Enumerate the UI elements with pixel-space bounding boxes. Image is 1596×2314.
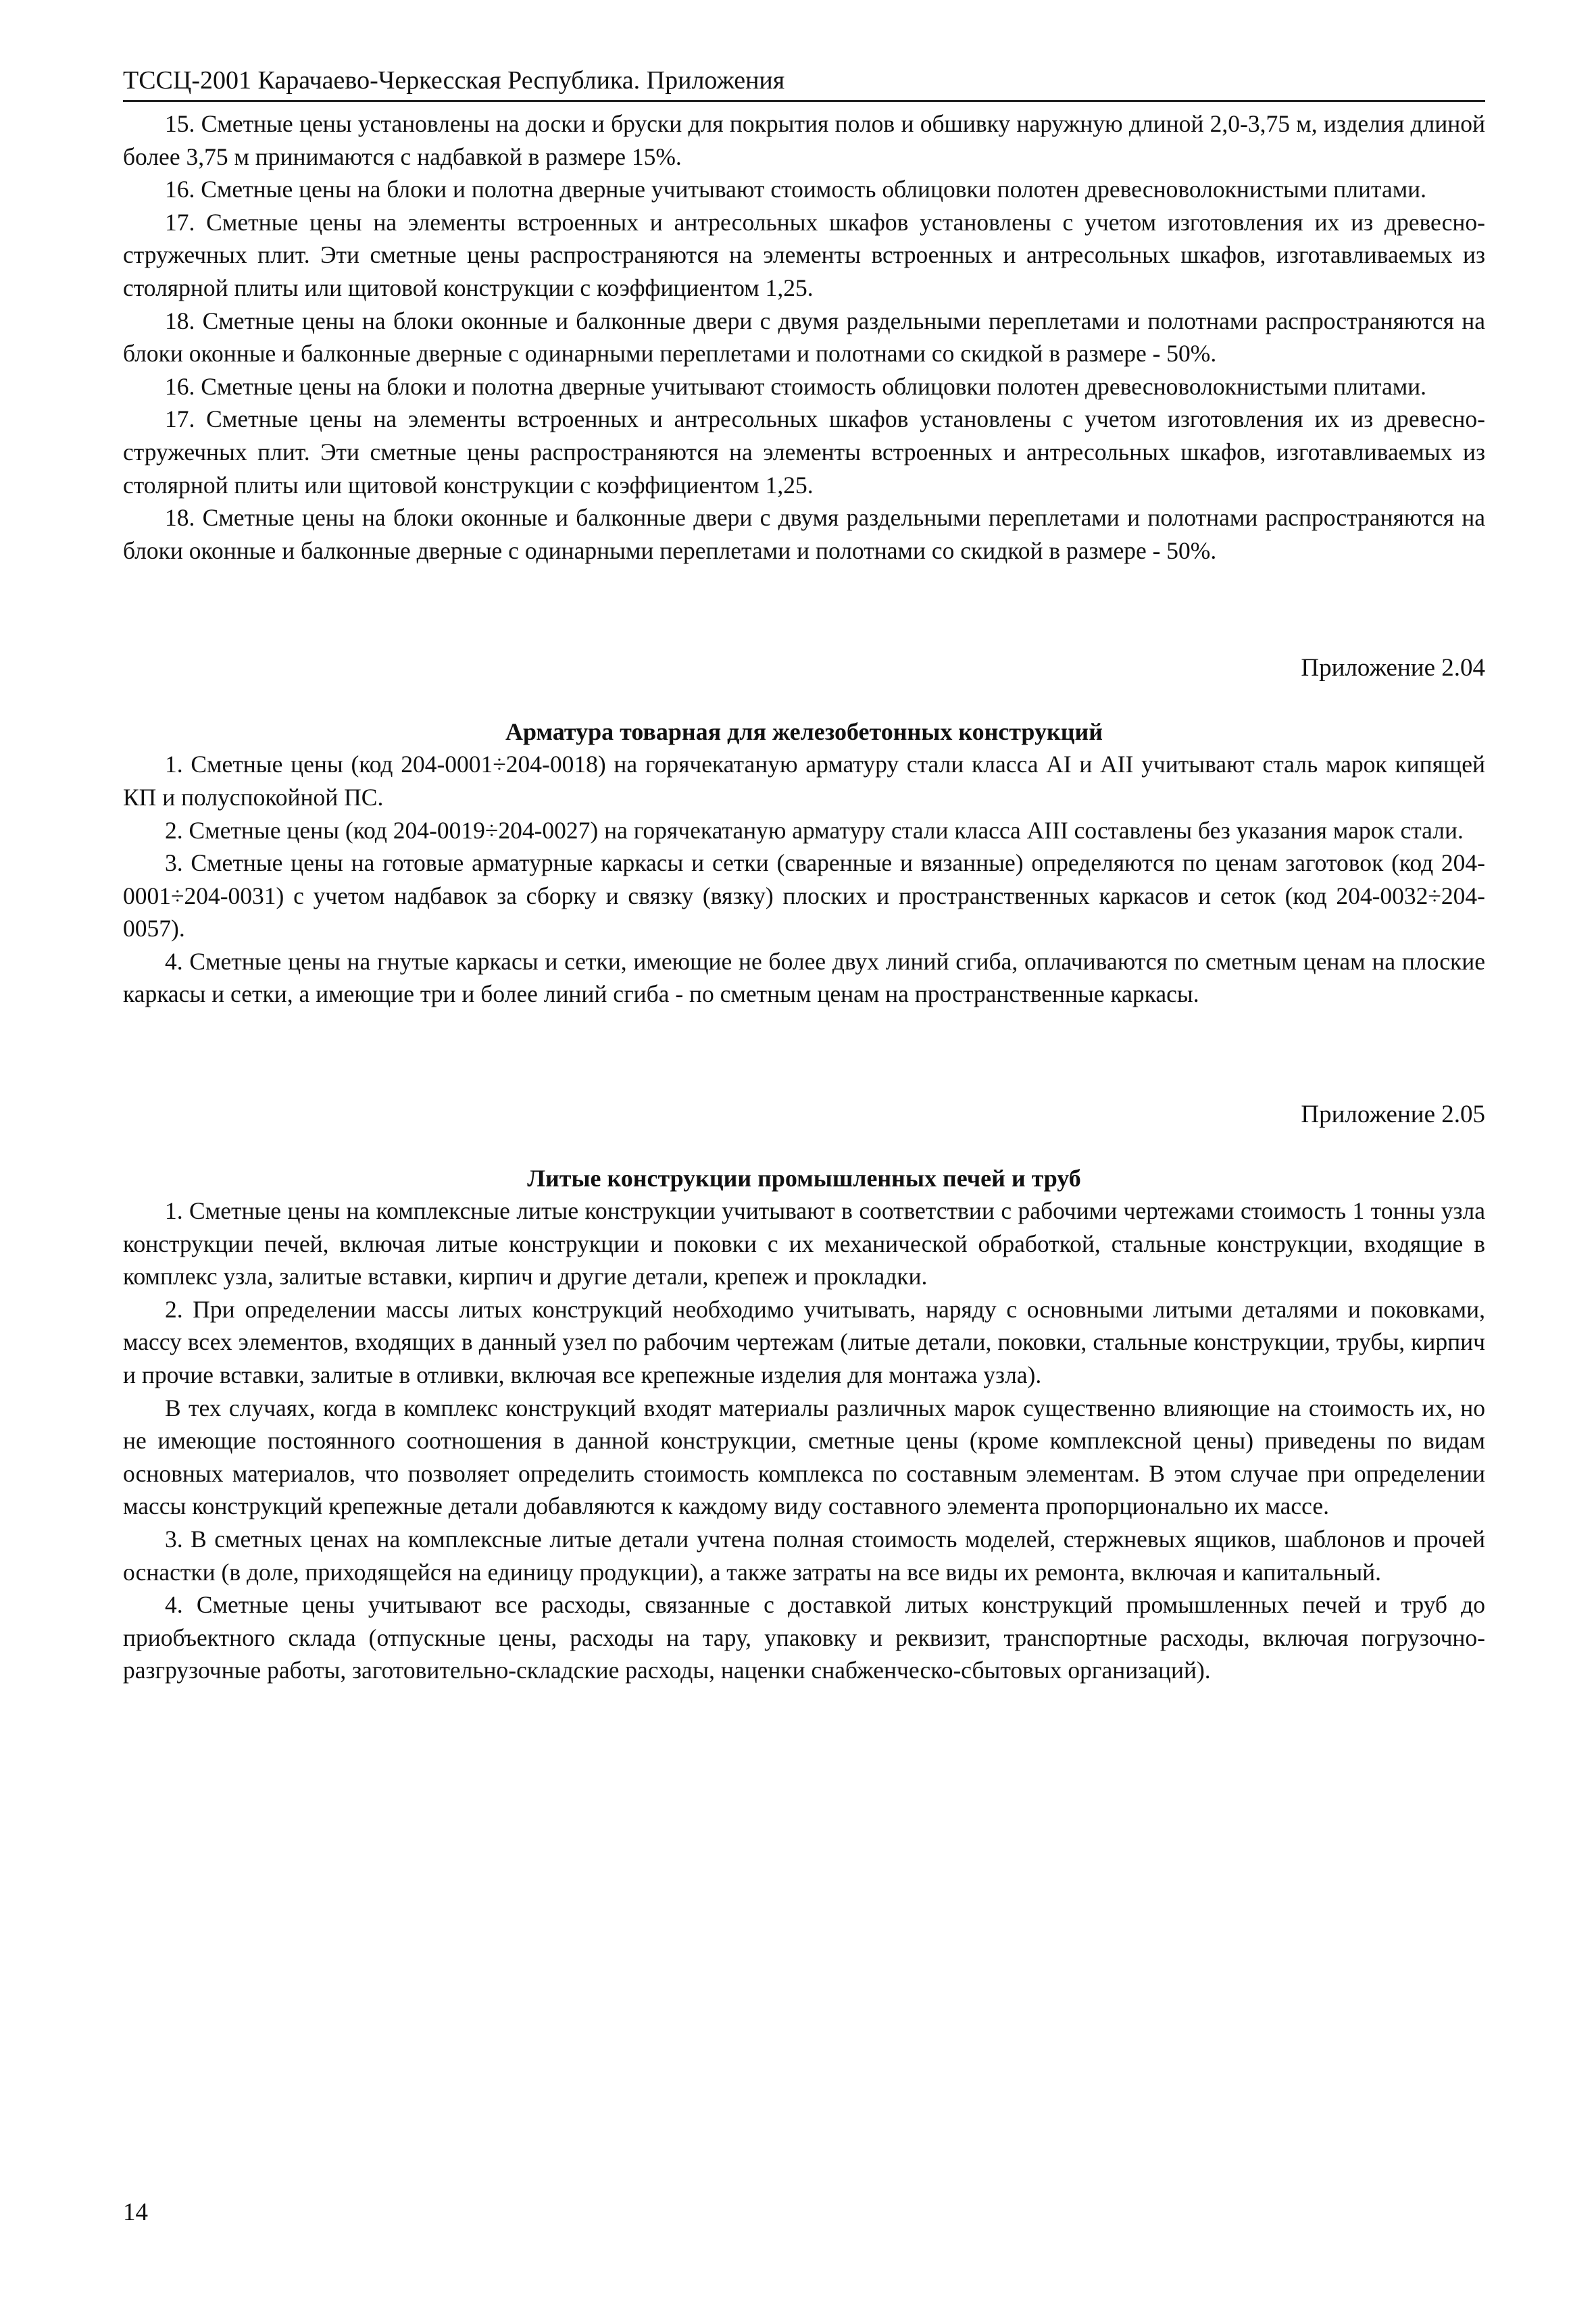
paragraph: 15. Сметные цены установлены на доски и бруски для покрытия полов и обшивку наружную длиной 2,0-3,75 м, изделия длиной более 3,75 м принимаются с надбавкой в размере 15%. xyxy=(123,110,1485,170)
paragraph: 1. Сметные цены на комплексные литые конструкции учитывают в соответствии с рабочими чертежами стоимость 1 тонны узла конструкции печей, включая литые конструкции и поковки с их механической обработкой, стальные конструкции, входящие в комплекс узла, залитые вставки, кирпич и другие детали, крепеж и прокладки. xyxy=(123,1197,1485,1290)
paragraph: 1. Сметные цены (код 204-0001÷204-0018) на горячекатаную арматуру стали класса AI и AII учитывают сталь марок кипящей КП и полуспокойной ПС. xyxy=(123,751,1485,811)
page-number: 14 xyxy=(123,2198,148,2226)
appendix-2-04 xyxy=(123,652,1485,1011)
section-title: Литые конструкции промышленных печей и труб xyxy=(527,1165,1081,1192)
running-header: ТССЦ-2001 Карачаево-Черкесская Республика. Приложения xyxy=(123,65,1485,102)
appendix-label: Приложение 2.05 xyxy=(1301,1101,1485,1129)
appendix-label: Приложение 2.04 xyxy=(1301,654,1485,682)
paragraph: 2. Сметные цены (код 204-0019÷204-0027) на горячекатаную арматуру стали класса AIII составлены без указания марок стали. xyxy=(165,816,1464,844)
paragraph: 16. Сметные цены на блоки и полотна дверные учитывают стоимость облицовки полотен древесноволокнистыми плитами. xyxy=(165,372,1427,400)
document-page xyxy=(123,65,1485,1687)
paragraph: 3. Сметные цены на готовые арматурные каркасы и сетки (сваренные и вязанные) определяются по ценам заготовок (код 204-0001÷204-0031) с учетом надбавок за сборку и связку (вязку) плоских и пространственных каркасов и сеток (код 204-0032÷204-0057). xyxy=(123,849,1485,942)
paragraph: 4. Сметные цены на гнутые каркасы и сетки, имеющие не более двух линий сгиба, оплачиваются по сметным ценам на плоские каркасы и сетки, а имеющие три и более линий сгиба - по сметным ценам на пространственные каркасы. xyxy=(123,947,1485,1008)
paragraph: В тех случаях, когда в комплекс конструкций входят материалы различных марок существенно влияющие на стоимость их, но не имеющие постоянного соотношения в данной конструкции, сметные цены (кроме комплексной цены) приведены по видам основных материалов, что позволяет определить стоимость комплекса по составным элементам. В этом случае при определении массы конструкций крепежные детали добавляются к каждому виду составного элемента пропорционально их массе. xyxy=(123,1394,1485,1520)
paragraph: 2. При определении массы литых конструкций необходимо учитывать, наряду с основными литыми деталями и поковками, массу всех элементов, входящих в данный узел по рабочим чертежам (литые детали, поковки, стальные конструкции, трубы, кирпич и прочие вставки, залитые в отливки, включая все крепежные изделия для монтажа узла). xyxy=(123,1295,1485,1389)
intro-section xyxy=(123,107,1485,567)
paragraph: 4. Сметные цены учитывают все расходы, связанные с доставкой литых конструкций промышленных печей и труб до приобъектного склада (отпускные цены, расходы на тару, упаковку и реквизит, транспортные расходы, включая погрузочно-разгрузочные работы, заготовительно-складские расходы, наценки снабженческо-сбытовых организаций). xyxy=(123,1591,1485,1684)
paragraph: 3. В сметных ценах на комплексные литые детали учтена полная стоимость моделей, стержневых ящиков, шаблонов и прочей оснастки (в доле, приходящейся на единицу продукции), а также затраты на все виды их ремонта, включая и капитальный. xyxy=(123,1526,1485,1586)
paragraph: 16. Сметные цены на блоки и полотна дверные учитывают стоимость облицовки полотен древесноволокнистыми плитами. xyxy=(165,176,1427,203)
appendix-2-05 xyxy=(123,1099,1485,1687)
section-title: Арматура товарная для железобетонных конструкций xyxy=(505,718,1103,746)
paragraph: 18. Сметные цены на блоки оконные и балконные двери с двумя раздельными переплетами и полотнами распространяются на блоки оконные и балконные дверные с одинарными переплетами и полотнами со скидкой в размере - 50%. xyxy=(123,307,1485,368)
paragraph: 18. Сметные цены на блоки оконные и балконные двери с двумя раздельными переплетами и полотнами распространяются на блоки оконные и балконные дверные с одинарными переплетами и полотнами со скидкой в размере - 50%. xyxy=(123,504,1485,564)
paragraph: 17. Сметные цены на элементы встроенных и антресольных шкафов установлены с учетом изготовления их из древесно-стружечных плит. Эти сметные цены распространяются на элементы встроенных и антресольных шкафов, изготавливаемых из столярной плиты или щитовой конструкции с коэффициентом 1,25. xyxy=(123,208,1485,301)
paragraph: 17. Сметные цены на элементы встроенных и антресольных шкафов установлены с учетом изготовления их из древесно-стружечных плит. Эти сметные цены распространяются на элементы встроенных и антресольных шкафов, изготавливаемых из столярной плиты или щитовой конструкции с коэффициентом 1,25. xyxy=(123,405,1485,499)
